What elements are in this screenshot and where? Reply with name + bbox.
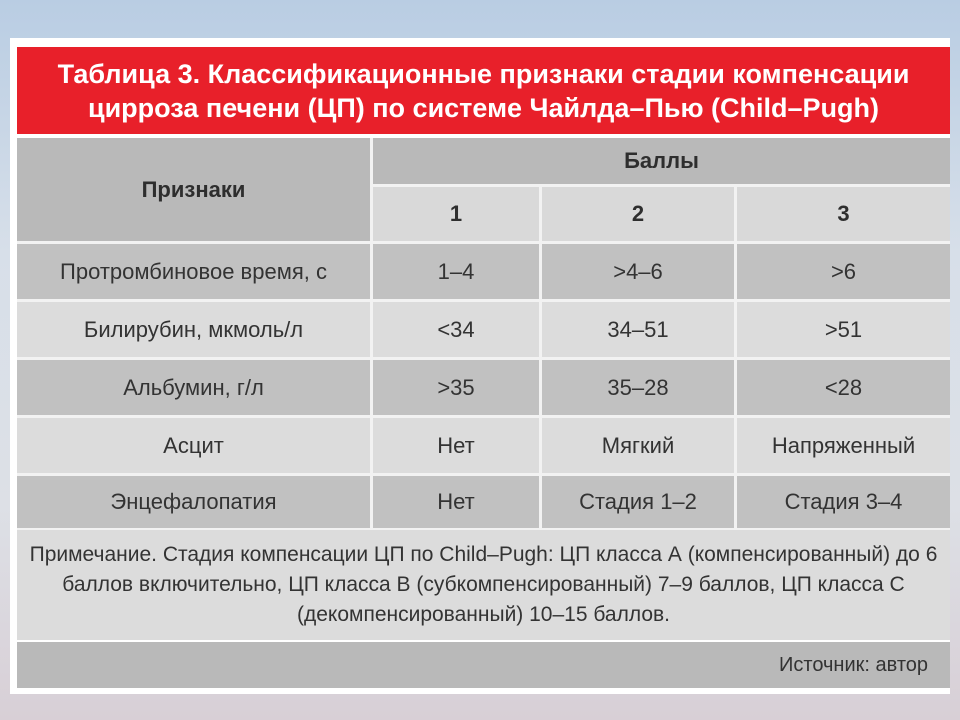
feature-cell: Альбумин, г/л: [17, 360, 373, 418]
value-cell: 34–51: [542, 302, 737, 360]
table-note: Примечание. Стадия компенсации ЦП по Child–Pugh: ЦП класса А (компенсированный) до 6 баллов включительно, ЦП класса В (субкомпенсированный) 7–9 баллов, ЦП класса С (декомпенсированный) 10–15 баллов.: [17, 530, 950, 640]
feature-header: Признаки: [17, 138, 373, 244]
value-cell: <34: [373, 302, 542, 360]
feature-cell: Асцит: [17, 418, 373, 476]
value-cell: <28: [737, 360, 950, 418]
value-cell: Нет: [373, 476, 542, 531]
value-cell: 35–28: [542, 360, 737, 418]
feature-cell: Энцефалопатия: [17, 476, 373, 531]
value-cell: 1–4: [373, 244, 542, 302]
points-col-3: 3: [737, 187, 950, 244]
feature-cell: Протромбиновое время, с: [17, 244, 373, 302]
value-cell: Мягкий: [542, 418, 737, 476]
value-cell: Стадия 3–4: [737, 476, 950, 531]
value-cell: Нет: [373, 418, 542, 476]
table-row: [17, 302, 950, 360]
child-pugh-table: [17, 138, 950, 531]
table-row: [17, 418, 950, 476]
table-row: [17, 244, 950, 302]
table-row: [17, 476, 950, 531]
value-cell: >51: [737, 302, 950, 360]
table-title: Таблица 3. Классификационные признаки стадии компенсации цирроза печени (ЦП) по системе Чайлда–Пью (Child–Pugh): [17, 47, 950, 134]
value-cell: Стадия 1–2: [542, 476, 737, 531]
source-label: Источник: автор: [779, 654, 928, 676]
value-cell: Напряженный: [737, 418, 950, 476]
points-header: Баллы: [373, 138, 950, 187]
value-cell: >35: [373, 360, 542, 418]
points-col-1: 1: [373, 187, 542, 244]
table-row: [17, 360, 950, 418]
value-cell: >6: [737, 244, 950, 302]
value-cell: >4–6: [542, 244, 737, 302]
header-row: [17, 138, 950, 187]
source-bar: [17, 642, 950, 688]
points-col-2: 2: [542, 187, 737, 244]
feature-cell: Билирубин, мкмоль/л: [17, 302, 373, 360]
